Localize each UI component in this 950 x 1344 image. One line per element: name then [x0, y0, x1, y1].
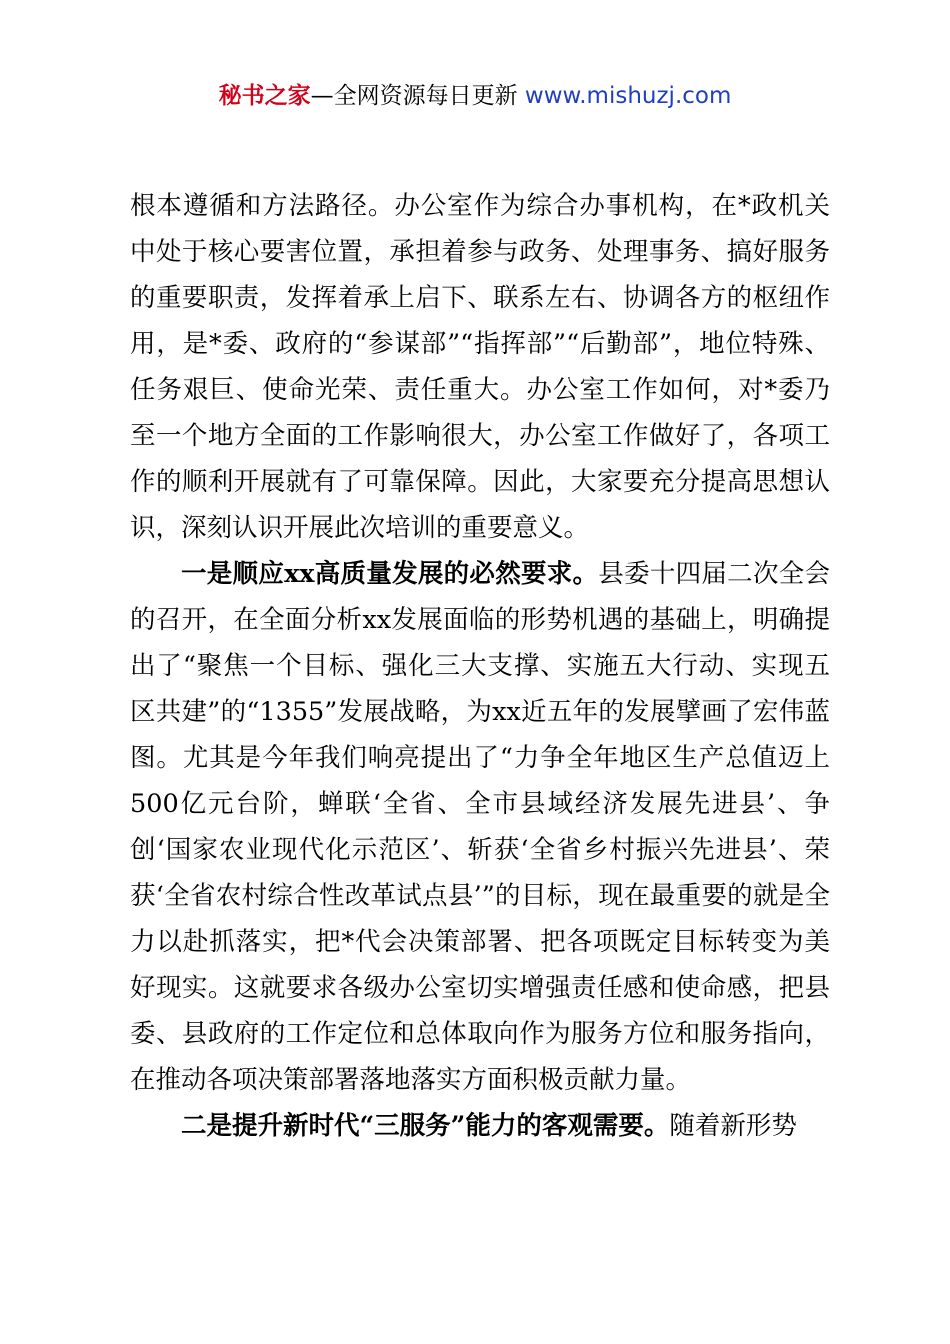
site-tagline: —全网资源每日更新: [310, 83, 525, 109]
site-brand: 秘书之家: [218, 83, 311, 109]
paragraph-2-text: 县委十四届二次全会的召开，在全面分析xx发展面临的形势机遇的基础上，明确提出了“聚焦一个目标、强化三大支撑、实施五大行动、实现五区共建”的“1355”发展战略，为xx近五年的发展擘画了宏伟蓝图。尤其是今年我们响亮提出了“力争全年地区生产总值迈上500亿元台阶，蝉联‘全省、全市县域经济发展先进县’、争创‘国家农业现代化示范区’、斩获‘全省乡村振兴先进县’、荣获‘全省农村综合性改革试点县’”的目标，现在最重要的就是全力以赴抓落实，把*代会决策部署、把各项既定目标转变为美好现实。这就要求各级办公室切实增强责任感和使命感，把县委、县政府的工作定位和总体取向作为服务方位和服务指向，在推动各项决策部署落地落实方面积极贡献力量。: [130, 559, 830, 1095]
paragraph-1-text: 根本遵循和方法路径。办公室作为综合办事机构，在*政机关中处于核心要害位置，承担着参与政务、处理事务、搞好服务的重要职责，发挥着承上启下、联系左右、协调各方的枢纽作用，是*委、政府的“参谋部”“指挥部”“后勤部”，地位特殊、任务艰巨、使命光荣、责任重大。办公室工作如何，对*委乃至一个地方全面的工作影响很大，办公室工作做好了，各项工作的顺利开展就有了可靠保障。因此，大家要充分提高思想认识，深刻认识开展此次培训的重要意义。: [130, 191, 830, 543]
site-url-link[interactable]: www.mishuzj.com: [524, 83, 732, 109]
paragraph-2: [130, 551, 830, 1103]
paragraph-3-text: 随着新形势: [669, 1111, 797, 1141]
paragraph-1: [130, 183, 830, 551]
document-body: [130, 183, 830, 1149]
paragraph-2-heading: 一是顺应xx高质量发展的必然要求。: [181, 559, 599, 589]
paragraph-3-heading: 二是提升新时代“三服务”能力的客观需要。: [181, 1111, 670, 1141]
paragraph-3: [130, 1103, 830, 1149]
site-header: [0, 80, 950, 112]
